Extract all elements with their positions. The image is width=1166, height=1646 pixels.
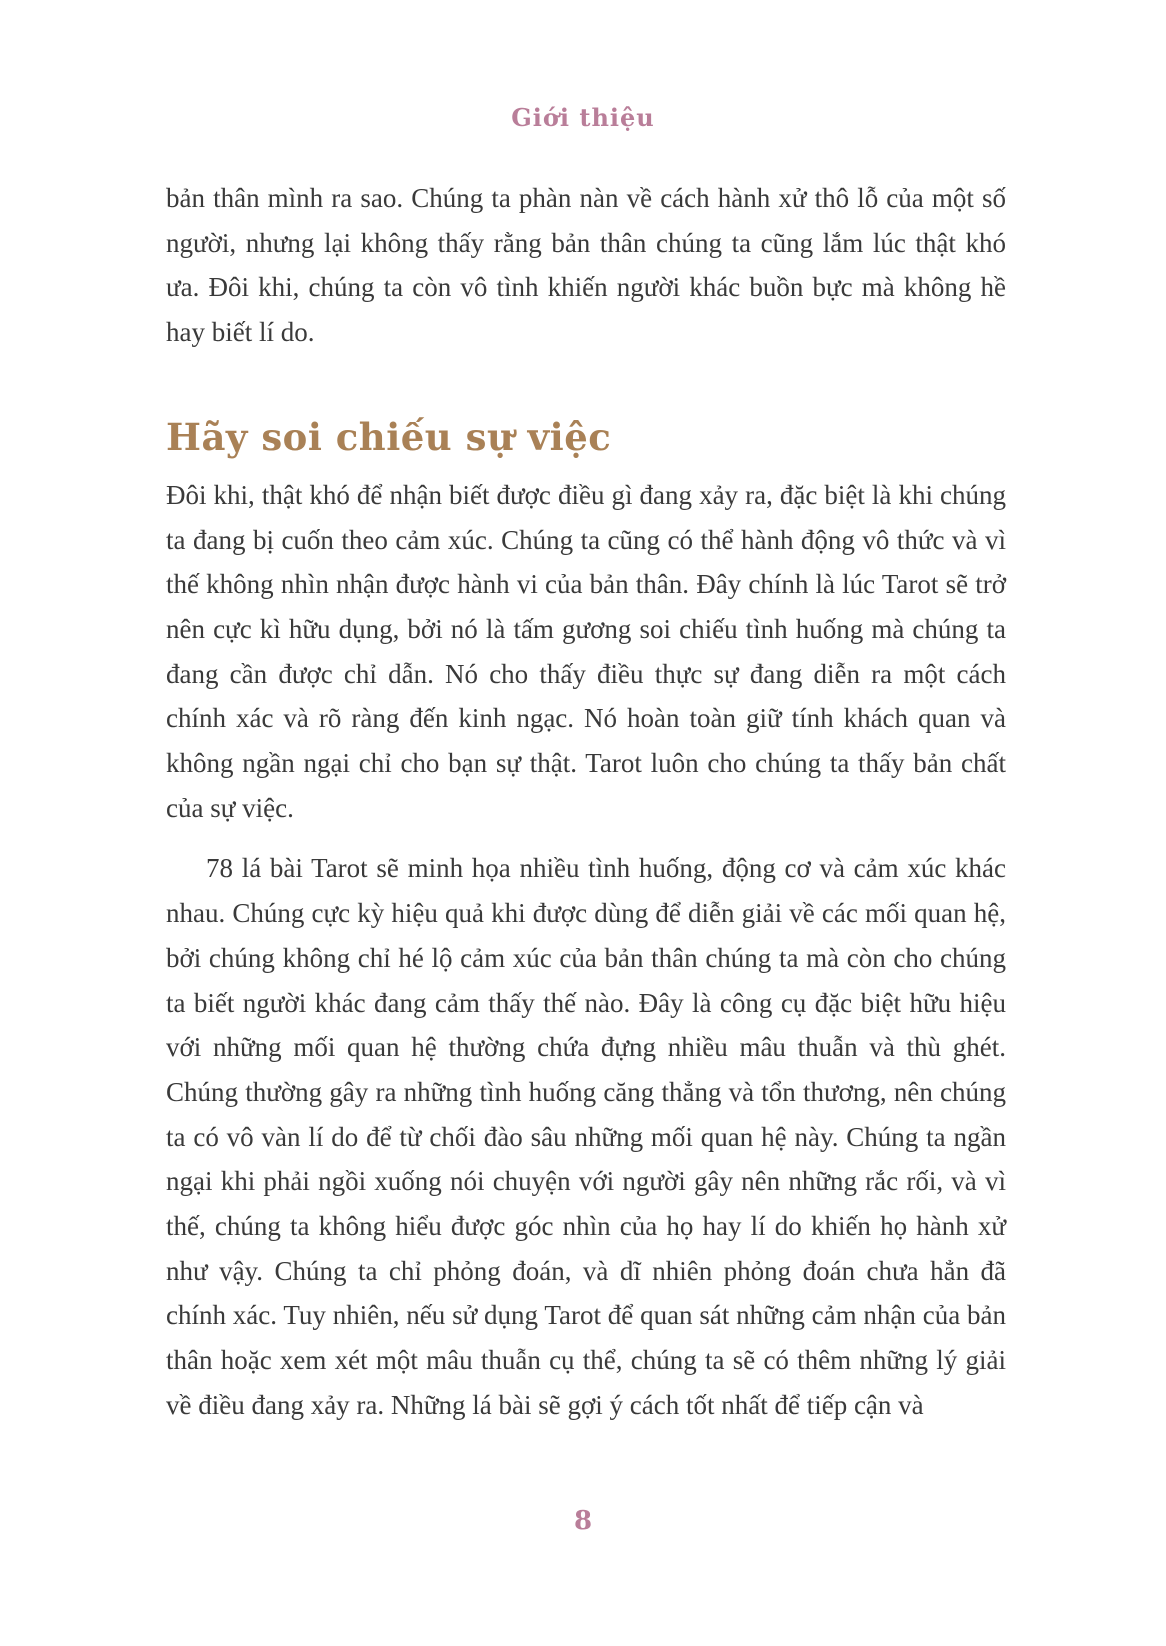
paragraph-section-intro: Đôi khi, thật khó để nhận biết được điều gì đang xảy ra, đặc biệt là khi chúng ta đang bị cuốn theo cảm xúc. Chúng ta cũng có thể hành động vô thức và vì thế không nhìn nhận được hành vi của bản thân. Đây chính là lúc Tarot sẽ trở nên cực kì hữu dụng, bởi nó là tấm gương soi chiếu tình huống mà chúng ta đang cần được chỉ dẫn. Nó cho thấy điều thực sự đang diễn ra một cách chính xác và rõ ràng đến kinh ngạc. Nó hoàn toàn giữ tính khách quan và không ngần ngại chỉ cho bạn sự thật. Tarot luôn cho chúng ta thấy bản chất của sự việc.	[166, 479, 1006, 823]
page-body	[166, 176, 1006, 1428]
paragraph-tarot-cards: 78 lá bài Tarot sẽ minh họa nhiều tình huống, động cơ và cảm xúc khác nhau. Chúng cực kỳ hiệu quả khi được dùng để diễn giải về các mối quan hệ, bởi chúng không chỉ hé lộ cảm xúc của bản thân chúng ta mà còn cho chúng ta biết người khác đang cảm thấy thế nào. Đây là công cụ đặc biệt hữu hiệu với những mối quan hệ thường chứa đựng nhiều mâu thuẫn và thù ghét. Chúng thường gây ra những tình huống căng thẳng và tổn thương, nên chúng ta có vô vàn lí do để từ chối đào sâu những mối quan hệ này. Chúng ta ngần ngại khi phải ngồi xuống nói chuyện với người gây nên những rắc rối, và vì thế, chúng ta không hiểu được góc nhìn của họ hay lí do khiến họ hành xử như vậy. Chúng ta chỉ phỏng đoán, và dĩ nhiên phỏng đoán chưa hẳn đã chính xác. Tuy nhiên, nếu sử dụng Tarot để quan sát những cảm nhận của bản thân hoặc xem xét một mâu thuẫn cụ thể, chúng ta sẽ có thêm những lý giải về điều đang xảy ra. Những lá bài sẽ gợi ý cách tốt nhất để tiếp cận và	[166, 853, 1006, 1420]
page-number: 8	[573, 1506, 593, 1536]
paragraph-continued: bản thân mình ra sao. Chúng ta phàn nàn về cách hành xử thô lỗ của một số người, nhưng lại không thấy rằng bản thân chúng ta cũng lắm lúc thật khó ưa. Đôi khi, chúng ta còn vô tình khiến người khác buồn bực mà không hề hay biết lí do.	[166, 183, 1006, 348]
running-head: Giới thiệu	[511, 103, 655, 132]
section-heading: Hãy soi chiếu sự việc	[166, 414, 612, 459]
